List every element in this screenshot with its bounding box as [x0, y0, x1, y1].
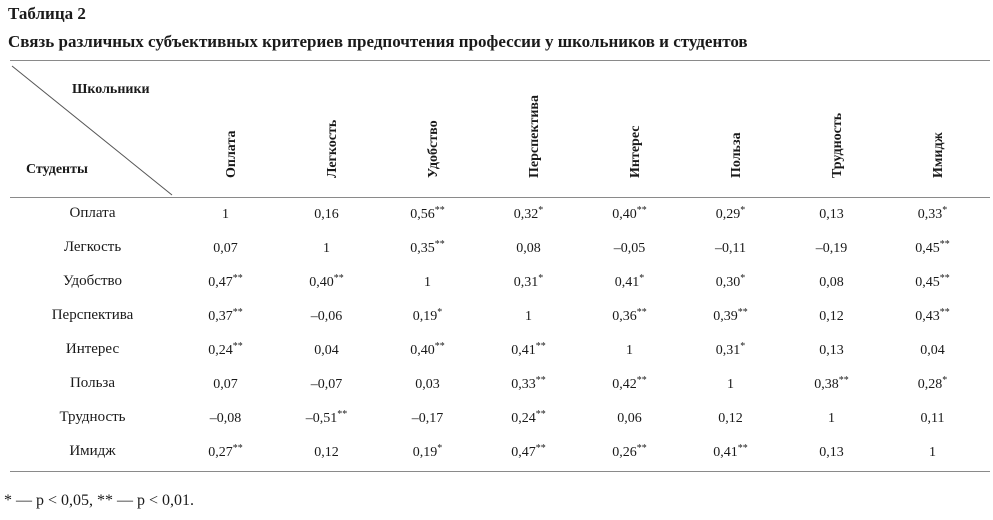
- table-cell: [377, 343, 478, 359]
- table-cell: [882, 445, 983, 461]
- table-cell: [175, 411, 276, 427]
- table-cell: [680, 275, 781, 291]
- cell-value: –0,06: [310, 309, 343, 324]
- cell-value: 0,03: [415, 377, 440, 392]
- table-number: Таблица 2: [8, 4, 86, 23]
- table-cell: [175, 207, 276, 223]
- significance-mark: **: [434, 205, 445, 216]
- cell-value: 0,13: [819, 207, 844, 222]
- table-cell: [377, 275, 478, 291]
- table-cell: [579, 343, 680, 359]
- cell-value: 0,07: [213, 241, 238, 256]
- table-cell: [377, 411, 478, 427]
- table-cell: [882, 309, 983, 325]
- table-cell: [175, 241, 276, 257]
- table-cell: [579, 275, 680, 291]
- table-cell: [882, 411, 983, 427]
- cell-value: 1: [323, 241, 330, 256]
- significance-mark: *: [437, 443, 443, 454]
- row-label: Перспектива: [51, 307, 134, 323]
- table-cell: [175, 275, 276, 291]
- table-cell: [882, 343, 983, 359]
- cell-value: 0,41: [713, 445, 738, 460]
- table-cell: [478, 411, 579, 427]
- table-cell: [882, 377, 983, 393]
- cell-value: 0,45: [915, 241, 940, 256]
- significance-mark: **: [535, 409, 546, 420]
- cell-value: 0,47: [511, 445, 536, 460]
- significance-mark: **: [939, 307, 950, 318]
- table-cell: [276, 207, 377, 223]
- significance-mark: **: [434, 239, 445, 250]
- column-header: [882, 94, 983, 194]
- significance-mark: **: [939, 239, 950, 250]
- table-cell: [579, 411, 680, 427]
- table-cell: [377, 207, 478, 223]
- cell-value: 0,43: [915, 309, 940, 324]
- significance-mark: *: [538, 205, 544, 216]
- table-cell: [478, 309, 579, 325]
- cell-value: 0,07: [213, 377, 238, 392]
- column-header-label: Трудность: [829, 112, 845, 178]
- column-header-label: Польза: [728, 132, 744, 178]
- column-header: [579, 94, 680, 194]
- column-header-label: Удобство: [425, 120, 441, 178]
- table-cell: [478, 207, 579, 223]
- cell-value: 0,40: [410, 343, 435, 358]
- significance-mark: **: [939, 273, 950, 284]
- table-cell: [276, 445, 377, 461]
- cell-value: 1: [222, 207, 229, 222]
- column-header-label: Имидж: [930, 132, 946, 178]
- table-cell: [478, 343, 579, 359]
- table-cell: [680, 411, 781, 427]
- table-cell: [175, 309, 276, 325]
- table-cell: [579, 309, 680, 325]
- significance-mark: **: [333, 273, 344, 284]
- table-cell: [882, 275, 983, 291]
- cell-value: 0,11: [920, 411, 945, 426]
- corner-label-schoolchildren: Школьники: [72, 82, 150, 97]
- significance-mark: *: [437, 307, 443, 318]
- table-cell: [680, 343, 781, 359]
- significance-mark: **: [535, 341, 546, 352]
- table-cell: [175, 377, 276, 393]
- cell-value: 0,41: [511, 343, 536, 358]
- cell-value: 0,16: [314, 207, 339, 222]
- table-cell: [478, 377, 579, 393]
- table-cell: [882, 207, 983, 223]
- table-cell: [276, 343, 377, 359]
- table-cell: [276, 411, 377, 427]
- cell-value: 0,32: [513, 207, 539, 222]
- cell-value: 0,12: [819, 309, 844, 324]
- significance-mark: *: [538, 273, 544, 284]
- significance-mark: *: [639, 273, 645, 284]
- significance-mark: **: [838, 375, 849, 386]
- significance-mark: **: [737, 443, 748, 454]
- table-cell: [276, 275, 377, 291]
- table-caption: Связь различных субъективных критериев предпочтения профессии у школьников и студентов: [8, 32, 748, 51]
- table-cell: [276, 309, 377, 325]
- cell-value: 0,45: [915, 275, 940, 290]
- row-label: Интерес: [65, 341, 120, 357]
- cell-value: 0,42: [612, 377, 637, 392]
- table-cell: [478, 275, 579, 291]
- row-label: Трудность: [59, 409, 126, 425]
- significance-mark: **: [434, 341, 445, 352]
- cell-value: 0,26: [612, 445, 637, 460]
- significance-mark: *: [942, 205, 948, 216]
- cell-value: 0,33: [917, 207, 943, 222]
- table-cell: [276, 377, 377, 393]
- cell-value: 1: [727, 377, 734, 392]
- cell-value: –0,11: [715, 241, 746, 256]
- cell-value: 0,27: [208, 445, 233, 460]
- significance-footnote: * — p < 0,05, ** — p < 0,01.: [4, 492, 195, 509]
- cell-value: 1: [525, 309, 532, 324]
- row-label: Удобство: [63, 273, 122, 289]
- significance-mark: *: [942, 375, 948, 386]
- cell-value: –0,51: [305, 411, 338, 426]
- column-header-label: Легкость: [324, 119, 340, 178]
- cell-value: –0,07: [310, 377, 343, 392]
- cell-value: 0,31: [715, 343, 741, 358]
- cell-value: 0,24: [511, 411, 536, 426]
- cell-value: 0,08: [516, 241, 541, 256]
- column-header-label: Интерес: [627, 125, 643, 178]
- column-header-label: Оплата: [223, 130, 239, 178]
- cell-value: 0,08: [819, 275, 844, 290]
- corner-label-students: Студенты: [26, 162, 88, 177]
- significance-mark: **: [636, 375, 647, 386]
- table-cell: [579, 445, 680, 461]
- table-cell: [680, 445, 781, 461]
- table-cell: [175, 445, 276, 461]
- cell-value: 0,38: [814, 377, 839, 392]
- table-cell: [276, 241, 377, 257]
- cell-value: 0,39: [713, 309, 738, 324]
- cell-value: 0,36: [612, 309, 637, 324]
- cell-value: 0,31: [513, 275, 539, 290]
- cell-value: 0,06: [617, 411, 642, 426]
- table-cell: [781, 343, 882, 359]
- cell-value: 0,13: [819, 343, 844, 358]
- cell-value: 0,19: [412, 309, 438, 324]
- table-cell: [781, 309, 882, 325]
- significance-mark: *: [740, 273, 746, 284]
- significance-mark: **: [636, 307, 647, 318]
- cell-value: 0,04: [314, 343, 339, 358]
- table-cell: [377, 377, 478, 393]
- table-cell: [781, 275, 882, 291]
- table-cell: [680, 207, 781, 223]
- column-header: [478, 94, 579, 194]
- table-cell: [579, 207, 680, 223]
- cell-value: 1: [929, 445, 936, 460]
- cell-value: 0,35: [410, 241, 435, 256]
- significance-mark: *: [740, 341, 746, 352]
- table-cell: [579, 241, 680, 257]
- cell-value: –0,08: [209, 411, 242, 426]
- row-label: Легкость: [63, 239, 122, 255]
- cell-value: 0,12: [718, 411, 743, 426]
- cell-value: 0,40: [309, 275, 334, 290]
- significance-mark: **: [535, 443, 546, 454]
- cell-value: 0,33: [511, 377, 536, 392]
- cell-value: –0,19: [815, 241, 848, 256]
- significance-mark: **: [232, 443, 243, 454]
- significance-mark: *: [740, 205, 746, 216]
- cell-value: 0,37: [208, 309, 233, 324]
- significance-mark: **: [232, 341, 243, 352]
- column-header: [680, 94, 781, 194]
- table-cell: [478, 445, 579, 461]
- cell-value: –0,05: [613, 241, 646, 256]
- significance-mark: **: [232, 307, 243, 318]
- table-cell: [781, 377, 882, 393]
- cell-value: 0,41: [614, 275, 640, 290]
- cell-value: 0,40: [612, 207, 637, 222]
- significance-mark: **: [636, 443, 647, 454]
- cell-value: 0,13: [819, 445, 844, 460]
- table-cell: [781, 411, 882, 427]
- table-cell: [781, 241, 882, 257]
- column-header: [175, 94, 276, 194]
- cell-value: –0,17: [411, 411, 444, 426]
- table-cell: [175, 343, 276, 359]
- cell-value: 0,30: [715, 275, 741, 290]
- table-cell: [377, 309, 478, 325]
- column-header: [781, 94, 882, 194]
- table-cell: [882, 241, 983, 257]
- significance-mark: **: [737, 307, 748, 318]
- row-label: Польза: [69, 375, 116, 391]
- cell-value: 0,12: [314, 445, 339, 460]
- column-header: [377, 94, 478, 194]
- table-cell: [579, 377, 680, 393]
- cell-value: 0,19: [412, 445, 438, 460]
- table-cell: [377, 445, 478, 461]
- table-cell: [478, 241, 579, 257]
- significance-mark: **: [337, 409, 348, 420]
- table-cell: [781, 445, 882, 461]
- cell-value: 0,04: [920, 343, 945, 358]
- cell-value: 1: [626, 343, 633, 358]
- significance-mark: **: [535, 375, 546, 386]
- cell-value: 1: [828, 411, 835, 426]
- table-cell: [377, 241, 478, 257]
- cell-value: 0,56: [410, 207, 435, 222]
- cell-value: 1: [424, 275, 431, 290]
- table-cell: [680, 241, 781, 257]
- column-header-label: Перспектива: [526, 95, 542, 178]
- table-cell: [781, 207, 882, 223]
- cell-value: 0,29: [715, 207, 741, 222]
- table-cell: [680, 377, 781, 393]
- table-cell: [680, 309, 781, 325]
- column-header: [276, 94, 377, 194]
- significance-mark: **: [232, 273, 243, 284]
- cell-value: 0,47: [208, 275, 233, 290]
- significance-mark: **: [636, 205, 647, 216]
- cell-value: 0,28: [917, 377, 943, 392]
- cell-value: 0,24: [208, 343, 233, 358]
- row-label: Имидж: [69, 443, 116, 459]
- row-label: Оплата: [69, 205, 116, 221]
